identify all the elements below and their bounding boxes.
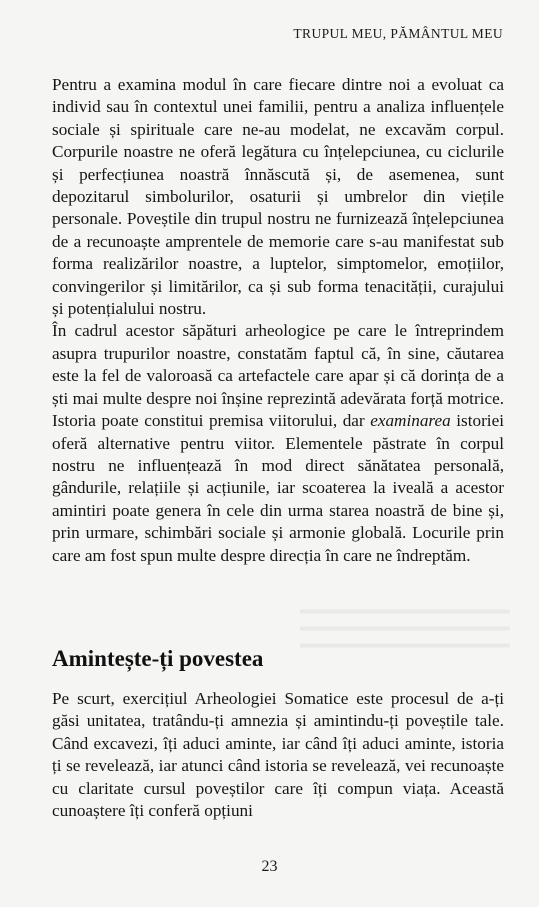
body-text-block: [52, 74, 504, 567]
paragraph-3: Pe scurt, exercițiul Arheologiei Somatice este procesul de a-ți găsi unitatea, tratându-ți amnezia și amintindu-ți poveștile tale. Când excavezi, îți aduci aminte, iar când îți aduci aminte, istoria ți se revelează, iar atunci când istoria se revelează, vei recunoaște cu claritate cursul poveștilor care îți compun viața. Această cunoaștere îți conferă opțiuni: [52, 689, 504, 821]
section-heading: Amintește-ți povestea: [52, 646, 264, 671]
paragraph-2: [52, 320, 504, 566]
running-head: TRUPUL MEU, PĂMÂNTUL MEU: [293, 26, 503, 41]
reverse-side-bleed-through: [300, 600, 510, 652]
paragraph-2-part-2: istoriei oferă alternative pentru viitor. Elementele păstrate în corpul nostru ne influențează în mod direct sănătatea personală, gândurile, relațiile și acțiunile, iar scoaterea la iveală a acestor amintiri poate genera în cele din urma starea noastră de bine și, prin urmare, schimbări sociale și armonie globală. Locurile prin care am fost spun multe despre direcția în care ne îndreptăm.: [52, 411, 504, 565]
paragraph-1: Pentru a examina modul în care fiecare dintre noi a evoluat ca individ sau în contextul unei familii, pentru a analiza influențele sociale și spirituale care ne-au modelat, ne excavăm corpul. Corpurile noastre ne oferă legătura cu înțelepciunea, cu ciclurile și perfecțiunea noastră înnăscută și, de asemenea, sunt depozitarul simbolurilor, osaturii și umbrelor din viețile personale. Poveștile din trupul nostru ne furnizează înțelepciunea de a recunoaște amprentele de memorie care s-au manifestat sub forma realizărilor noastre, a luptelor, simptomelor, emoțiilor, convingerilor și limitărilor, ca și sub forma tenacității, curajului și potențialului nostru.: [52, 75, 504, 319]
paragraph-2-part-1: În cadrul acestor săpături arheologice pe care le întreprindem asupra trupurilor noastre, constatăm faptul că, în sine, căutarea este la fel de valoroasă ca artefactele care apar și că dorința de a ști mai multe despre noi înșine reprezintă adevărata forță motrice. Istoria poate constitui premisa viitorului, dar: [52, 321, 504, 431]
body-text-block-2: [52, 688, 504, 822]
paragraph-2-emphasis: examinarea: [370, 411, 451, 431]
page-number: 23: [261, 858, 278, 875]
